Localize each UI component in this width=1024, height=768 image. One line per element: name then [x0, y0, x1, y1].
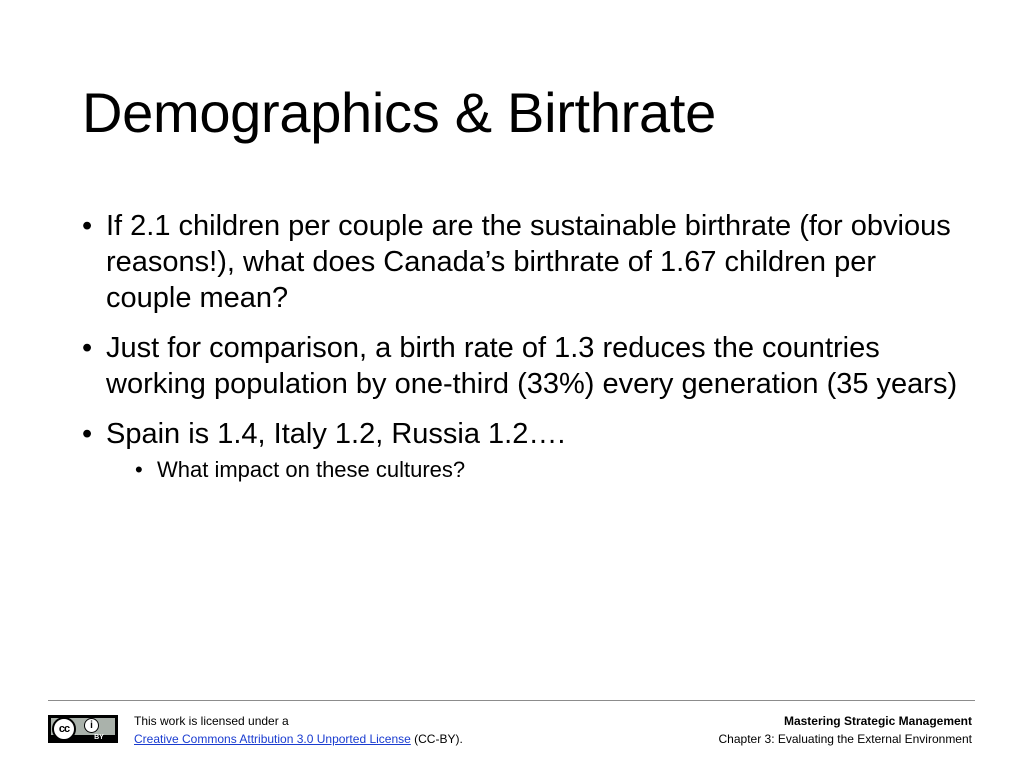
license-notice — [134, 712, 463, 748]
footer-divider — [48, 700, 975, 701]
license-line — [134, 730, 463, 748]
chapter-title: Chapter 3: Evaluating the External Environment — [718, 732, 972, 746]
bullet-item — [82, 330, 962, 402]
bullet-text: Just for comparison, a birth rate of 1.3 reduces the countries working population by one-third (33%) every generation (35 years) — [106, 332, 958, 400]
by-label: BY — [94, 734, 104, 741]
bullet-list — [82, 208, 962, 498]
attribution-person-icon: i — [84, 718, 99, 733]
sub-bullet-item — [129, 456, 962, 484]
creative-commons-by-icon[interactable] — [48, 715, 118, 743]
bullet-text: Spain is 1.4, Italy 1.2, Russia 1.2…. — [106, 418, 566, 450]
bullet-text: If 2.1 children per couple are the sustainable birthrate (for obvious reasons!), what does Canada’s birthrate of 1.67 children per couple mean? — [106, 210, 951, 314]
sub-bullet-list — [106, 456, 962, 484]
license-suffix: (CC-BY). — [410, 732, 463, 746]
bullet-icon: • — [82, 332, 93, 364]
bullet-item — [82, 416, 962, 484]
license-link[interactable]: Creative Commons Attribution 3.0 Unported License — [134, 732, 411, 746]
slide-title: Demographics & Birthrate — [82, 81, 716, 144]
bullet-icon: • — [82, 418, 93, 450]
bullet-icon: • — [82, 210, 93, 242]
book-info — [719, 712, 972, 748]
book-title: Mastering Strategic Management — [783, 714, 972, 728]
sub-bullet-icon: • — [135, 457, 143, 482]
license-prefix: This work is licensed under a — [134, 714, 289, 728]
bullet-item — [82, 208, 962, 316]
sub-bullet-text: What impact on these cultures? — [157, 457, 466, 482]
cc-circle-icon: cc — [52, 717, 76, 741]
